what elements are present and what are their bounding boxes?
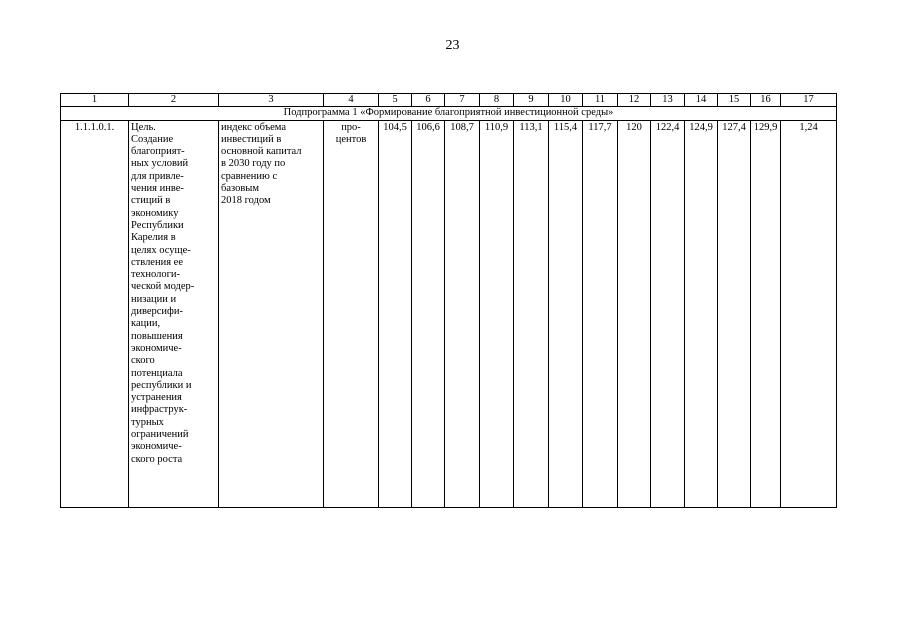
goal-line: потенциала bbox=[131, 367, 183, 379]
goal-line: технологи- bbox=[131, 269, 181, 281]
goal-line: экономиче- bbox=[131, 441, 182, 453]
value-cell: 117,7 bbox=[583, 120, 618, 507]
header-cell: 15 bbox=[718, 94, 751, 107]
column-number-row bbox=[61, 94, 837, 107]
goal-line: республики и bbox=[131, 379, 192, 391]
goal-line: диверсифи- bbox=[131, 306, 183, 318]
value-cell: 110,9 bbox=[480, 120, 514, 507]
value-cell: 124,9 bbox=[685, 120, 718, 507]
header-cell: 5 bbox=[379, 94, 412, 107]
indicator-line: 2018 годом bbox=[221, 195, 271, 207]
indicator-line: в 2030 году по bbox=[221, 158, 286, 170]
goal-line: ограничений bbox=[131, 429, 189, 441]
value-cell: 122,4 bbox=[651, 120, 685, 507]
value-cell: 106,6 bbox=[412, 120, 445, 507]
subprogram-row bbox=[61, 107, 837, 120]
page-number: 23 bbox=[445, 38, 460, 53]
goal-line: инфраструк- bbox=[131, 404, 188, 416]
indicator-line: базовым bbox=[221, 183, 259, 195]
header-cell: 9 bbox=[514, 94, 549, 107]
value-cell: 115,4 bbox=[549, 120, 583, 507]
value-cell: 129,9 bbox=[751, 120, 781, 507]
goal-line: Республики bbox=[131, 219, 184, 231]
indicator-line: индекс объема bbox=[221, 121, 287, 133]
header-cell: 7 bbox=[445, 94, 480, 107]
table-row bbox=[61, 120, 837, 507]
header-cell: 6 bbox=[412, 94, 445, 107]
subprogram-title: Подпрограмма 1 «Формирование благоприятной инвестиционной среды» bbox=[61, 107, 837, 120]
indicator-line: сравнению с bbox=[221, 170, 278, 182]
header-cell: 10 bbox=[549, 94, 583, 107]
goal-line: низации и bbox=[131, 293, 177, 305]
value-cell: 120 bbox=[618, 120, 651, 507]
goal-line: турных bbox=[131, 416, 164, 428]
header-cell: 13 bbox=[651, 94, 685, 107]
header-cell: 1 bbox=[61, 94, 129, 107]
header-cell: 4 bbox=[324, 94, 379, 107]
goal-line: экономиче- bbox=[131, 342, 182, 354]
goal-line: кации, bbox=[131, 318, 161, 330]
goal-line: ных условий bbox=[131, 158, 189, 170]
header-cell: 8 bbox=[480, 94, 514, 107]
indicator-line: инвестиций в bbox=[221, 133, 282, 145]
unit-cell bbox=[324, 120, 379, 507]
goal-line: Создание bbox=[131, 133, 174, 145]
goal-line: чения инве- bbox=[131, 183, 184, 195]
header-cell: 16 bbox=[751, 94, 781, 107]
indicator-line: основной капитал bbox=[221, 146, 302, 158]
indicator-text bbox=[219, 120, 324, 507]
goal-line: ского роста bbox=[131, 453, 183, 465]
unit-line: про- bbox=[341, 121, 361, 133]
row-number: 1.1.1.0.1. bbox=[61, 120, 129, 507]
goal-line: экономику bbox=[131, 207, 179, 219]
goal-line: Цель. bbox=[131, 121, 156, 133]
goal-line: устранения bbox=[131, 392, 182, 404]
goal-line: стиций в bbox=[131, 195, 171, 207]
header-cell: 11 bbox=[583, 94, 618, 107]
header-cell: 12 bbox=[618, 94, 651, 107]
header-cell: 17 bbox=[781, 94, 837, 107]
header-cell: 14 bbox=[685, 94, 718, 107]
goal-line: ческой модер- bbox=[131, 281, 195, 293]
goal-line: благоприят- bbox=[131, 146, 185, 158]
header-cell: 3 bbox=[219, 94, 324, 107]
value-cell: 127,4 bbox=[718, 120, 751, 507]
value-cell: 113,1 bbox=[514, 120, 549, 507]
goal-line: целях осуще- bbox=[131, 244, 191, 256]
goal-line: для привле- bbox=[131, 170, 184, 182]
header-cell: 2 bbox=[129, 94, 219, 107]
goal-text bbox=[129, 120, 219, 507]
unit-line: центов bbox=[335, 133, 367, 145]
value-cell: 104,5 bbox=[379, 120, 412, 507]
goal-line: ствления ее bbox=[131, 256, 183, 268]
goal-line: повышения bbox=[131, 330, 183, 342]
value-cell: 1,24 bbox=[781, 120, 837, 507]
indicator-table bbox=[60, 93, 837, 508]
goal-line: Карелия в bbox=[131, 232, 176, 244]
value-cell: 108,7 bbox=[445, 120, 480, 507]
goal-line: ского bbox=[131, 355, 155, 367]
